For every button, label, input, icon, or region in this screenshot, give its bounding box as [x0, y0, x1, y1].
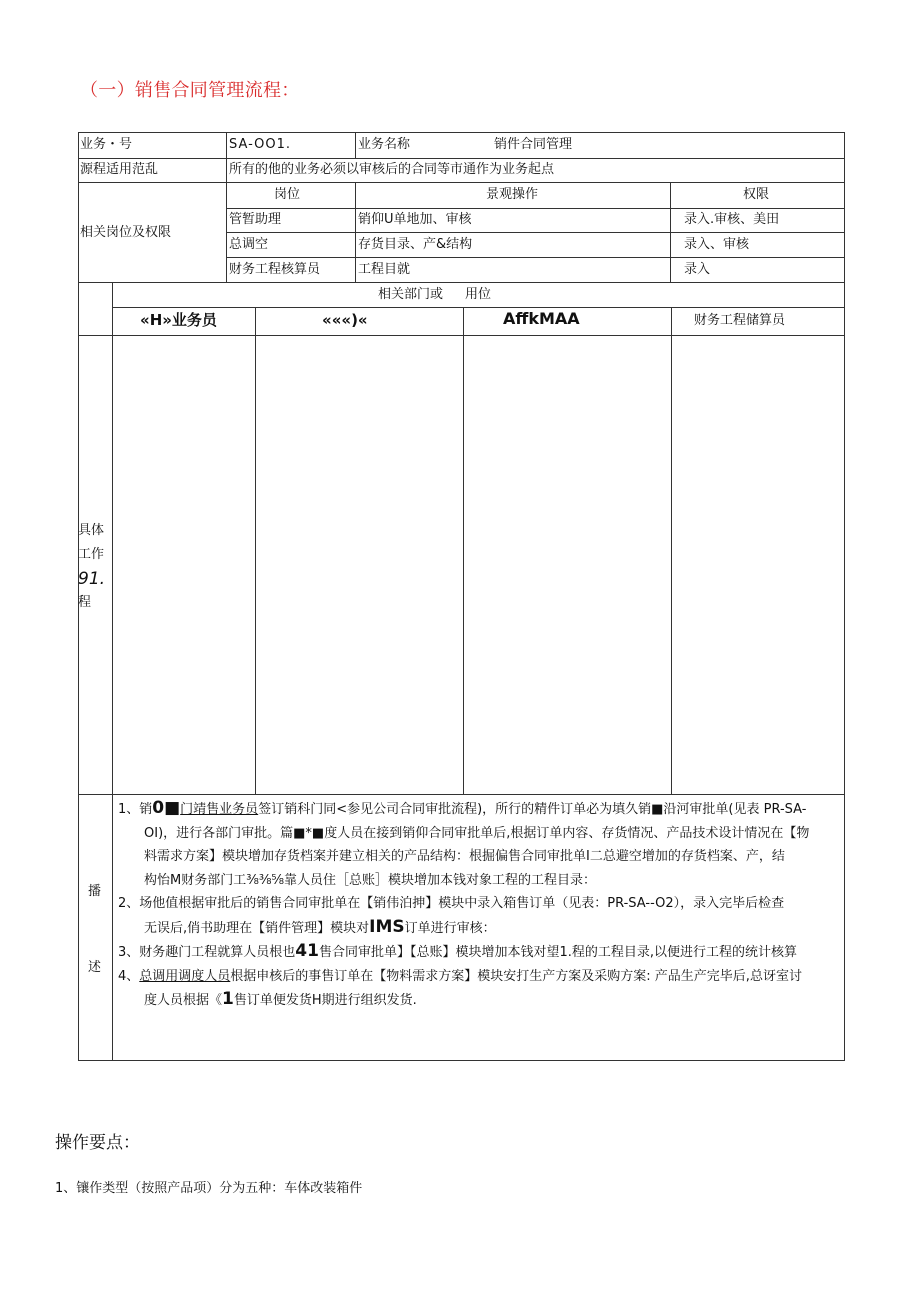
roles-col-op: 景观操作 [486, 187, 539, 202]
role-op: 存货目录、产&结构 [358, 237, 473, 252]
dept-header-a: 相关部门或 [378, 287, 444, 302]
biz-name-label: 业务名称 [358, 137, 411, 152]
note-item: 1、镶作类型（按照产品项）分为五种：车体改装箱件 [55, 1181, 363, 1196]
role-post: 财务工程核算员 [229, 262, 321, 277]
desc-label-1: 播 [88, 884, 102, 899]
dept-col-2: «««)« [322, 311, 368, 329]
scope-value: 所有的他的业务必须以审核后的合同等市通作为业务起点 [229, 162, 555, 177]
role-post: 管暂助理 [229, 212, 282, 227]
dept-col-3: AffkMAA [503, 309, 580, 328]
desc-label-2: 述 [88, 960, 102, 975]
role-post: 总调空 [229, 237, 269, 252]
roles-col-perm: 权限 [743, 187, 770, 202]
scope-label: 源程适用范乱 [80, 162, 159, 177]
section-heading: 操作要点： [55, 1133, 140, 1153]
role-perm: 录入、审核 [684, 237, 750, 252]
role-perm: 录入 [684, 262, 711, 277]
biz-no-label: 业务・号 [80, 137, 133, 152]
roles-section-label: 相关岗位及权限 [80, 225, 172, 240]
dept-col-4: 财务工程储算员 [694, 313, 786, 328]
role-op: 销仰U单地加、审核 [358, 212, 472, 227]
role-perm: 录入.审核、美田 [684, 212, 780, 227]
flow-label: 具体 工作 91. 程 [78, 523, 106, 610]
dept-col-1: «H»业务员 [140, 311, 217, 329]
description: 1、销0■门靖售业务员签订销科门同<参见公司合同审批流程)，所行的精件订单必为填久销■沿河审批单(见表 PR-SA- OI)，进行各部门审批。篇■*■度人员在接到销仰合同审批单后,根据订单内容、存货情况、产品技术设计情况在【物 料需求方案】模块增加存货档案并建立相关的产品结构：根掘偏售合同审批单I二总避空增加的存货档案、产，结 构怡M财务部门工⅜⅜⅝靠人员住［总账］模块增加本钱对象工程的工程目录： 2、场他值根据审批后的销售合同审批单在【销伟泊抻】模块中录入箱售订单（见表：PR-SA--O2），录入完毕后检查 无误后,俏书助理在【销件管理】模块对IMS订单进行审核： 3、财务趣门工程就算人员根也41售合同审批单】【总账】模块增加本钱对望1.程的工程目录,以便进行工程的统计核算 4、总调用调度人员根据申核后的事售订单在【物料需求方案】模块安打生产方案及采购方案: 产品生产完毕后,总讶室讨 度人员根据《1售订单便发货H期进行组织发货. [118, 798, 810, 1009]
biz-no-value: SA-OO1. [229, 137, 292, 152]
role-op: 工程目就 [358, 262, 411, 277]
roles-col-post: 岗位 [274, 187, 301, 202]
page-title: （一）销售合同管理流程： [80, 80, 300, 101]
dept-header-b: 用位 [465, 287, 492, 302]
biz-name-value: 销件合同管理 [494, 137, 573, 152]
